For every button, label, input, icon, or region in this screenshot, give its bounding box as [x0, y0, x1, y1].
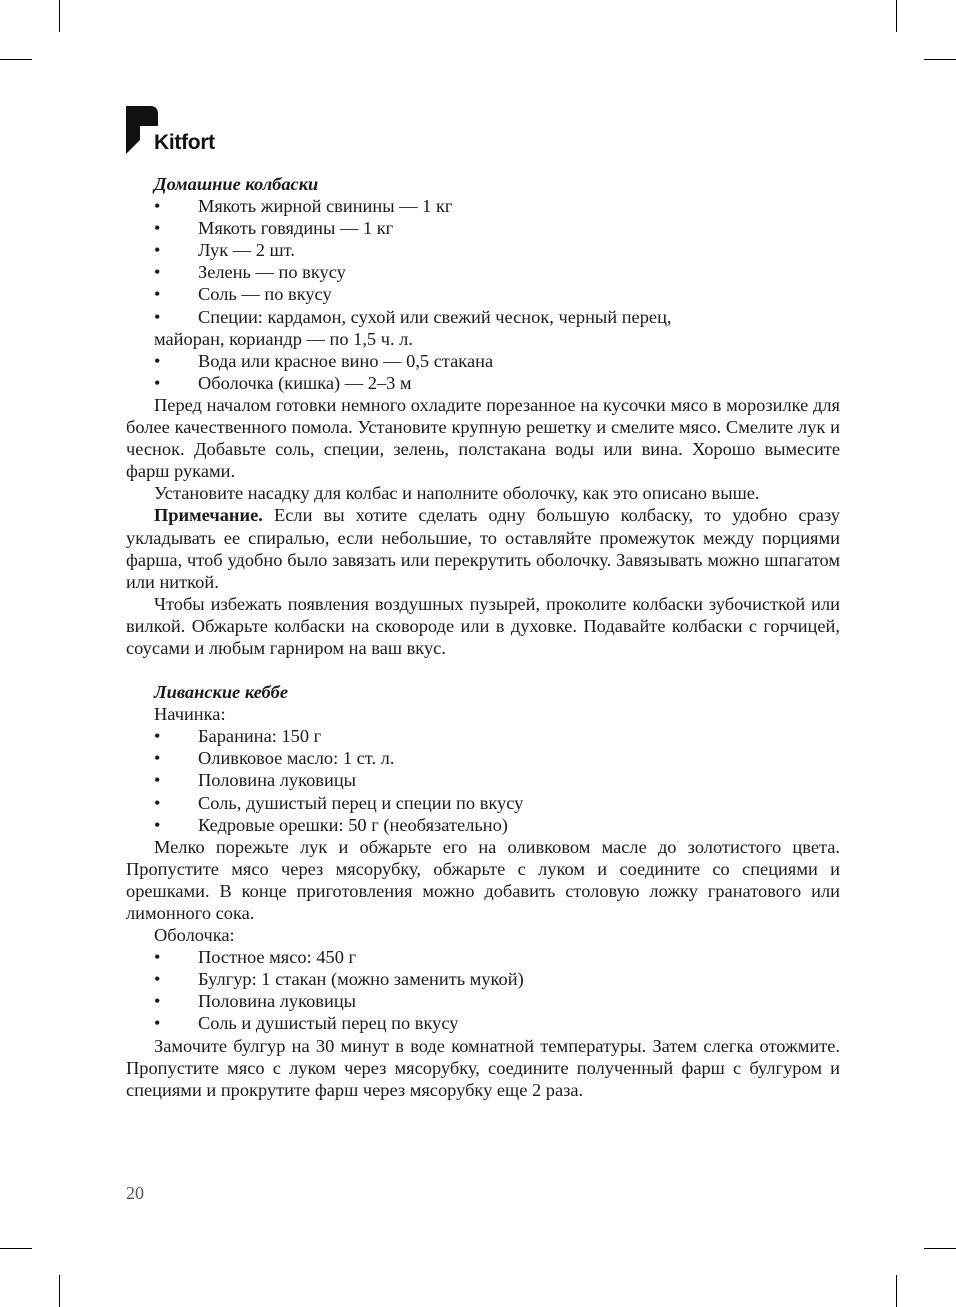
- note-label: Примечание.: [154, 505, 263, 526]
- crop-mark-bottom-right-h: [924, 1248, 956, 1249]
- list-item: • Специи: кардамон, сухой или свежий чеснок, черный перец,: [154, 306, 672, 327]
- list-item: • Постное мясо: 450 г: [154, 947, 357, 968]
- list-item: • Половина луковицы: [154, 991, 357, 1012]
- list-item: • Оболочка (кишка) — 2–3 м: [154, 372, 412, 393]
- bullet: •: [154, 306, 161, 327]
- list-item: • Лук — 2 шт.: [154, 240, 295, 261]
- list-item-continuation: майоран, кориандр — по 1,5 ч. л.: [154, 328, 413, 349]
- note-paragraph: [126, 504, 840, 592]
- crop-mark-top-right-h: [924, 59, 956, 60]
- bullet: •: [154, 792, 161, 813]
- crop-mark-top-right-v: [896, 0, 897, 32]
- list-item: • Соль и душистый перец по вкусу: [154, 1013, 459, 1034]
- recipe-title-sausages: Домашние колбаски: [154, 174, 319, 194]
- list-item: • Соль, душистый перец и специи по вкусу: [154, 792, 524, 813]
- filling-label: Начинка:: [154, 704, 226, 725]
- bullet: •: [154, 262, 161, 283]
- bullet: •: [154, 196, 161, 217]
- bullet: •: [154, 1013, 161, 1034]
- list-item: • Мякоть жирной свинины — 1 кг: [154, 196, 453, 217]
- list-item: • Баранина: 150 г: [154, 726, 322, 747]
- list-item: • Кедровые орешки: 50 г (необязательно): [154, 814, 508, 835]
- note-text: Если вы хотите сделать одну большую колбаску, то удобно сразу укладывать ее спиралью, если небольшие, то оставляйте промежуток между порциями фарша, чтоб удобно было завязать или перекрутить оболочку. Завязывать можно шпагатом или ниткой.: [126, 505, 840, 592]
- crop-mark-bottom-right-v: [896, 1275, 897, 1307]
- bullet: •: [154, 969, 161, 990]
- list-item: • Вода или красное вино — 0,5 стакана: [154, 350, 494, 371]
- list-item: • Половина луковицы: [154, 770, 357, 791]
- list-item: • Зелень — по вкусу: [154, 262, 346, 283]
- bullet: •: [154, 284, 161, 305]
- paragraph: Мелко порежьте лук и обжарьте его на оливковом масле до золотистого цвета. Пропустите мясо через мясорубку, обжарьте с луком и соедините со специями и орешками. В конце приготовления можно добавить столовую ложку гранатового или лимонного сока.: [126, 836, 840, 923]
- bullet: •: [154, 726, 161, 747]
- list-item: • Оливковое масло: 1 ст. л.: [154, 748, 395, 769]
- paragraph: Чтобы избежать появления воздушных пузырей, проколите колбаски зубочисткой или вилкой. Обжарьте колбаски на сковороде или в духовке. Подавайте колбаски с горчицей, соусами и любым гарниром на ваш вкус.: [126, 593, 840, 658]
- list-item: • Булгур: 1 стакан (можно заменить мукой): [154, 969, 524, 990]
- bullet: •: [154, 770, 161, 791]
- brand-name: Kitfort: [154, 131, 215, 154]
- paragraph: Перед началом готовки немного охладите порезанное на кусочки мясо в морозилке для более качественного помола. Установите крупную решетку и смелите мясо. Смелите лук и чеснок. Добавьте соль, специи, зелень, полстакана воды или вина. Хорошо вымесите фарш руками.: [126, 394, 840, 482]
- kitfort-logo: [126, 106, 236, 156]
- paragraph: Замочите булгур на 30 минут в воде комнатной температуры. Затем слегка отожмите. Пропустите мясо с луком через мясорубку, соедините полученный фарш с булгуром и специями и прокрутите фарш через мясорубку еще 2 раза.: [126, 1035, 840, 1100]
- bullet: •: [154, 748, 161, 769]
- bullet: •: [154, 350, 161, 371]
- bullet: •: [154, 947, 161, 968]
- crop-mark-bottom-left-v: [59, 1275, 60, 1307]
- crop-mark-top-left-h: [0, 59, 32, 60]
- crop-mark-top-left-v: [59, 0, 60, 32]
- shell-label: Оболочка:: [154, 925, 235, 946]
- list-item: • Мякоть говядины — 1 кг: [154, 218, 394, 239]
- bullet: •: [154, 240, 161, 261]
- bullet: •: [154, 372, 161, 393]
- page-number: 20: [126, 1183, 144, 1203]
- recipe-title-kibbeh: Ливанские кеббе: [154, 682, 289, 703]
- paragraph: Установите насадку для колбас и наполните оболочку, как это описано выше.: [154, 483, 760, 504]
- crop-mark-bottom-left-h: [0, 1248, 32, 1249]
- list-item: • Соль — по вкусу: [154, 284, 332, 305]
- bullet: •: [154, 991, 161, 1012]
- bullet: •: [154, 814, 161, 835]
- bullet: •: [154, 218, 161, 239]
- page-content: [126, 173, 840, 1101]
